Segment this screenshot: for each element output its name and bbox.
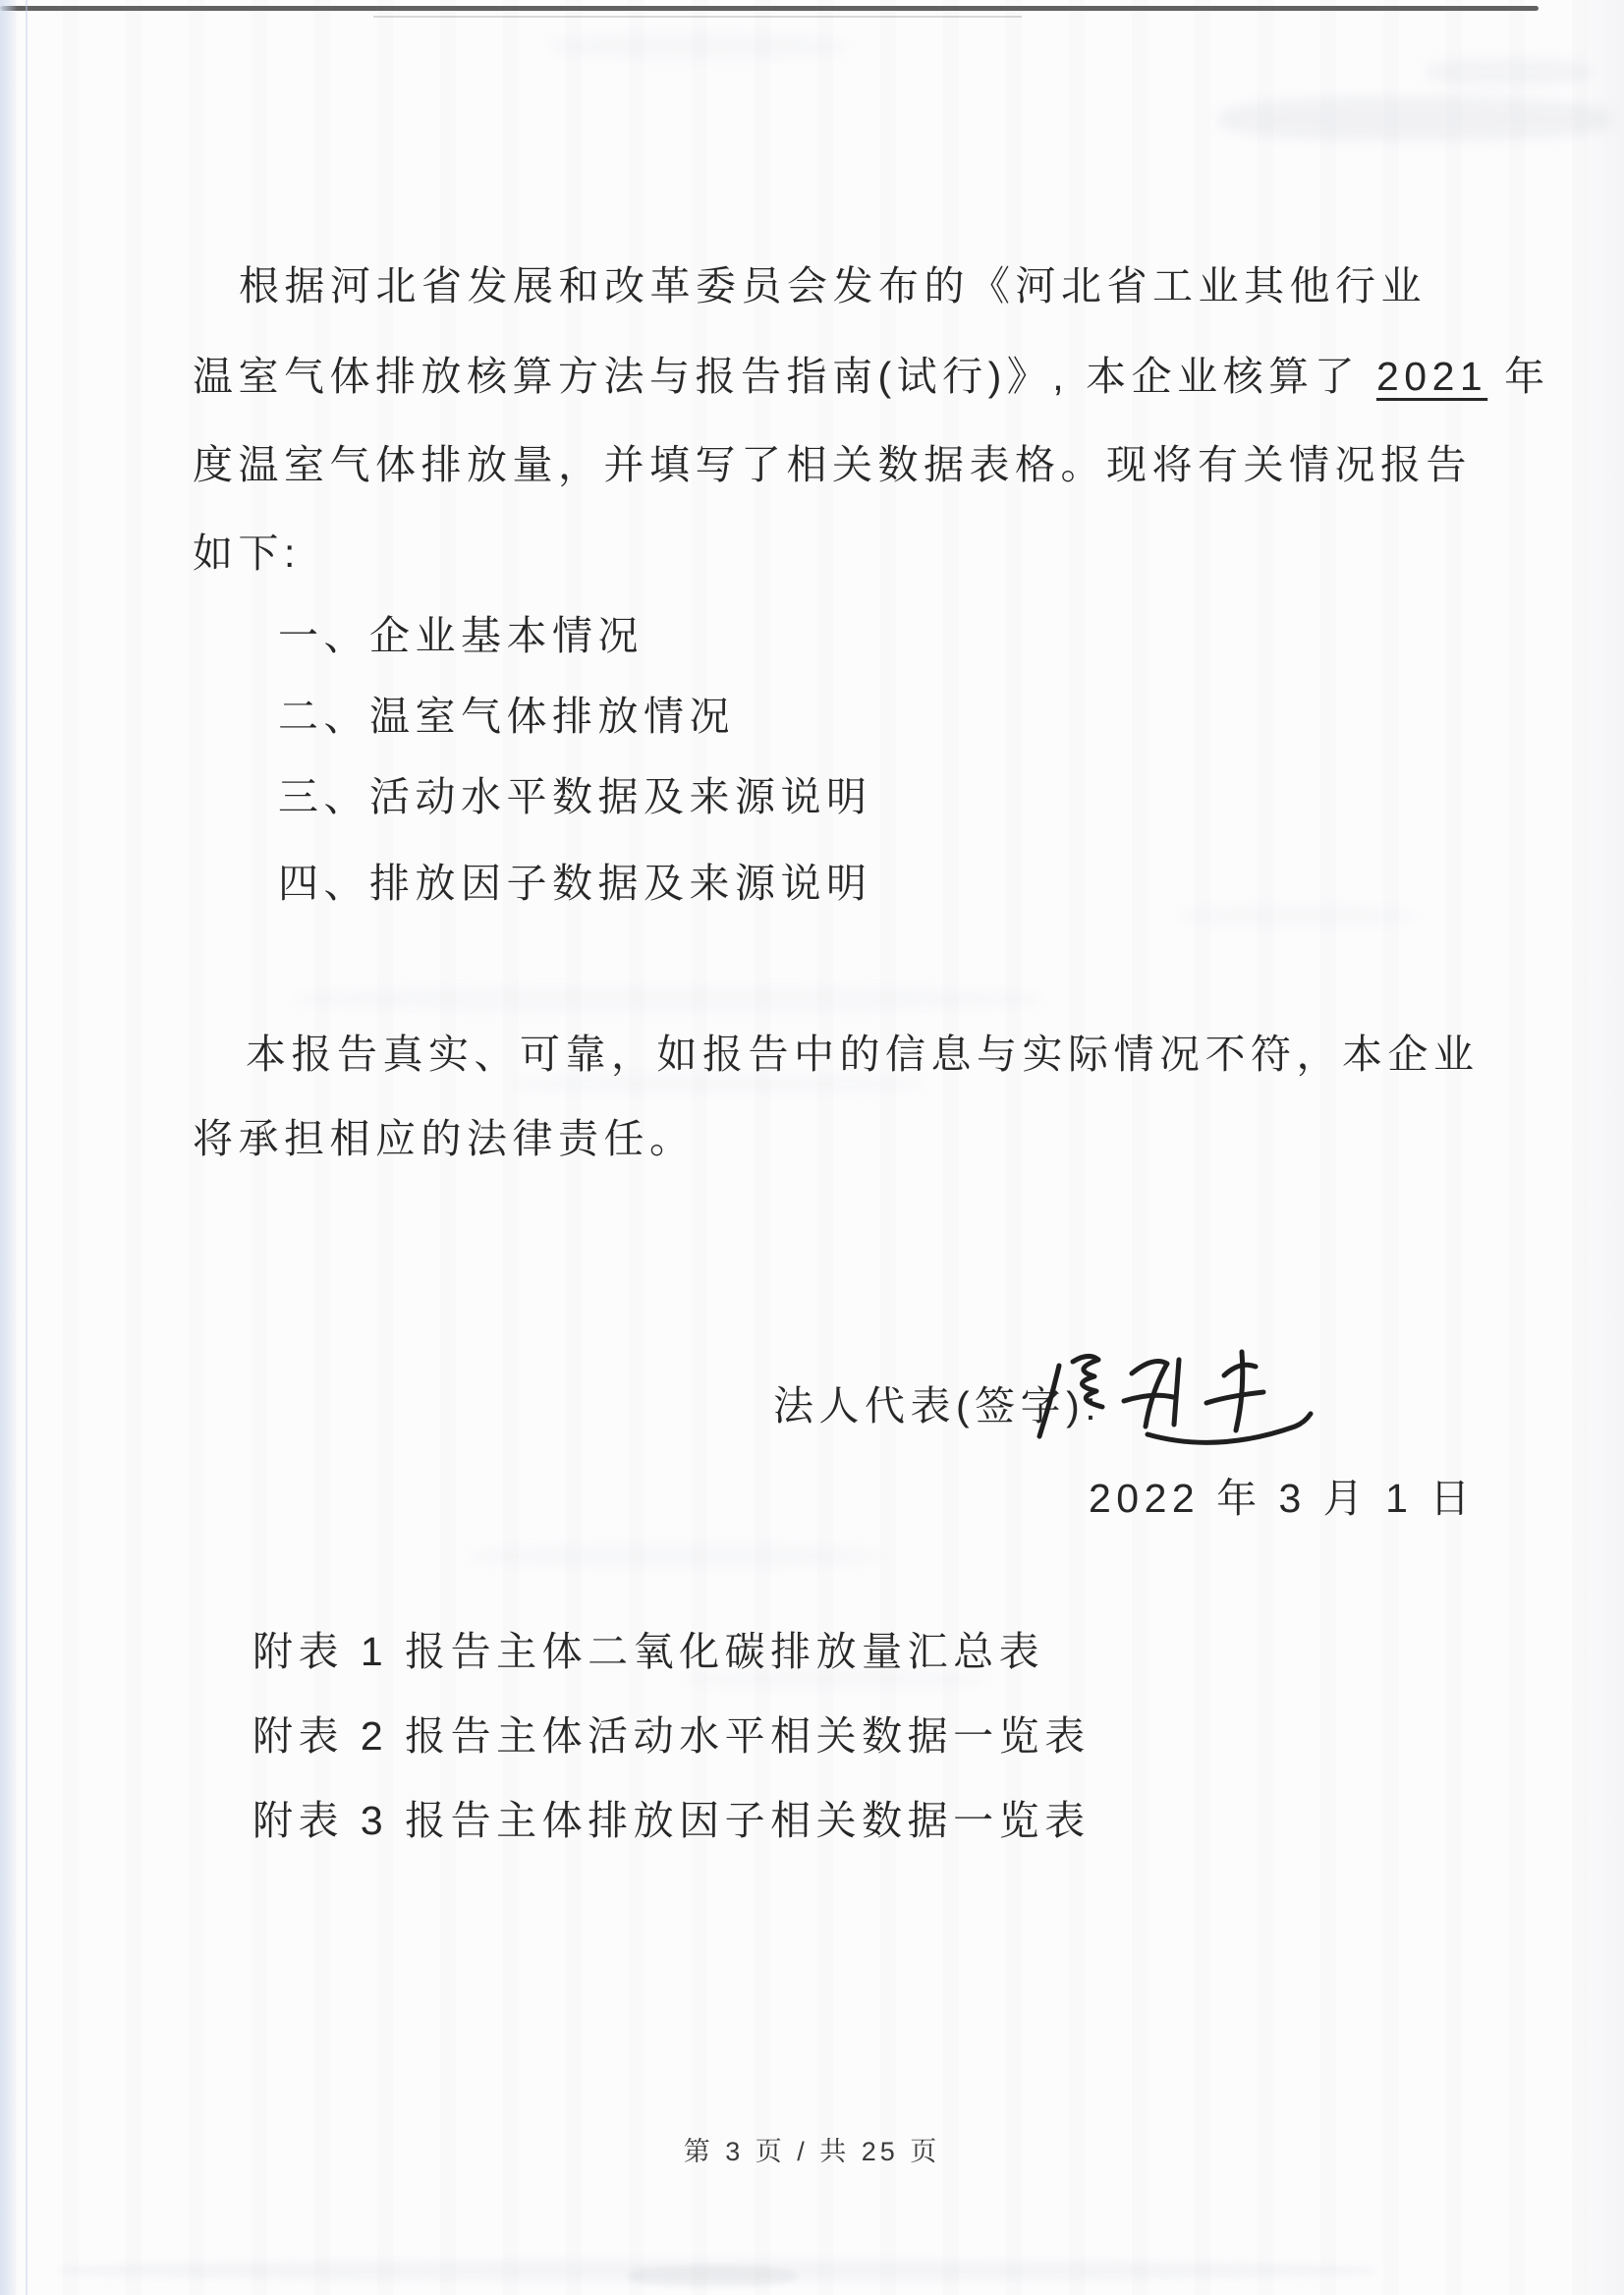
scan-smudge (550, 33, 845, 59)
section-item-3: 三、活动水平数据及来源说明 (278, 774, 872, 819)
section-item-4: 四、排放因子数据及来源说明 (278, 861, 872, 906)
scan-smudge (629, 2266, 796, 2287)
section-item-1: 一、企业基本情况 (278, 613, 644, 658)
intro-line-2 (193, 344, 1550, 402)
page-number-footer: 第 3 页 / 共 25 页 (683, 2137, 941, 2166)
attachment-item-1: 附表 1 报告主体二氧化碳排放量汇总表 (252, 1629, 1045, 1674)
scan-smudge (472, 1544, 884, 1568)
intro-line-1: 根据河北省发展和改革委员会发布的《河北省工业其他行业 (239, 263, 1427, 308)
scan-smudge (295, 986, 1041, 1012)
intro-line-3: 度温室气体排放量，并填写了相关数据表格。现将有关情况报告 (193, 442, 1472, 487)
declaration-line-2: 将承担相应的法律责任。 (193, 1116, 696, 1161)
scan-left-line (26, 0, 28, 2295)
scan-top-edge (0, 6, 1539, 11)
scan-smudge (1179, 904, 1415, 927)
signature-handwriting (1030, 1338, 1334, 1471)
report-year-underlined: 2021 (1375, 354, 1488, 399)
intro-line-2-pre: 温室气体排放核算方法与报告指南(试行)》, 本企业核算了 (193, 354, 1376, 399)
intro-line-4: 如下: (193, 531, 301, 576)
signature-date: 2022 年 3 月 1 日 (1089, 1476, 1476, 1521)
scan-top-edge-secondary (373, 16, 1022, 18)
attachment-item-3: 附表 3 报告主体排放因子相关数据一览表 (252, 1798, 1091, 1843)
declaration-line-1: 本报告真实、可靠，如报告中的信息与实际情况不符，本企业 (246, 1032, 1480, 1077)
section-item-2: 二、温室气体排放情况 (278, 694, 735, 739)
attachment-item-2: 附表 2 报告主体活动水平相关数据一览表 (252, 1713, 1091, 1759)
scan-smudge (1425, 57, 1592, 86)
intro-line-2-post: 年 (1487, 354, 1550, 399)
scan-left-edge (0, 0, 18, 2295)
legal-representative-label: 法人代表(签字): (773, 1383, 1102, 1428)
scan-smudge (1218, 96, 1611, 141)
